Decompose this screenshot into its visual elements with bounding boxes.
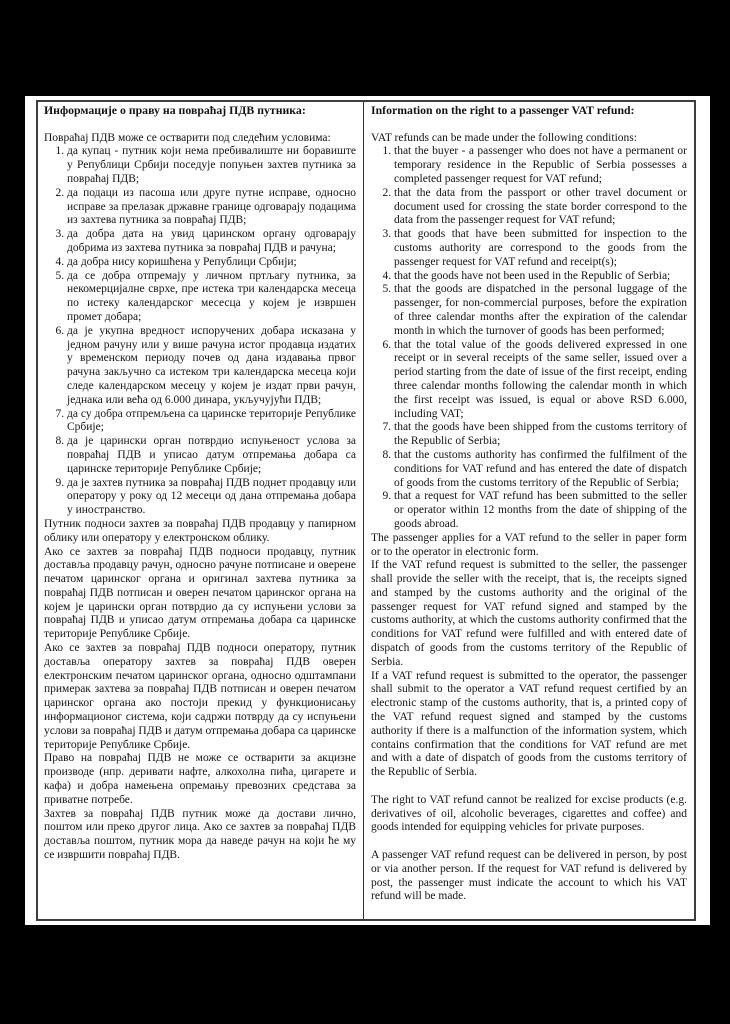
serbian-condition-item: 5. да се добра отпремају у личном пртљагу путника, за некомерцијалне сврхе, пре истека три календарска месеца по истеку календарског месесца у којем је извршен промет добара;	[67, 270, 356, 325]
serbian-condition-item: 3. да добра дата на увид царинском органу одговарају добрима из захтева путника за повраћај ПДВ и рачуна;	[67, 228, 356, 256]
serbian-condition-item: 1. да купац - путник који нема пребивалиште ни боравиште у Републици Србији поседује попуњен захтев путника за повраћај ПДВ;	[67, 145, 356, 186]
english-condition-item: 5. that the goods are dispatched in the personal luggage of the passenger, for non-commercial purposes, before the expiration of three calendar months after the expiration of the calendar month in which the turnover of goods has been performed;	[394, 283, 687, 338]
english-condition-item: 3. that goods that have been submitted for inspection to the customs authority are correspond to the goods from the passenger request for VAT refund and receipt(s);	[394, 228, 687, 269]
english-paragraphs	[371, 532, 687, 905]
serbian-conditions-list	[44, 145, 356, 518]
serbian-condition-item: 9. да је захтев путника за повраћај ПДВ поднет продавцу или оператору у року од 12 месеци од дана отпремања добара у иностранство.	[67, 477, 356, 518]
english-condition-item: 9. that a request for VAT refund has been submitted to the seller or operator within 12 months from the date of shipping of the goods abroad.	[394, 490, 687, 531]
document-page	[25, 96, 710, 925]
column-english	[364, 102, 694, 919]
vat-info-table	[36, 100, 696, 921]
serbian-condition-item: 8. да је царински орган потврдио испуњеност услова за повраћај ПДВ и уписао датум отпремања добара са царинске територије Републике Србије;	[67, 435, 356, 476]
serbian-paragraph: Захтев за повраћај ПДВ путник може да достави лично, поштом или преко другог лица. Ако се захтев за повраћај ПДВ доставља поштом, путник мора да наведе рачун на који ће му се извршити повраћај ПДВ.	[44, 807, 356, 862]
serbian-condition-item: 6. да је укупна вредност испоручених добара исказана у једном рачуну или у више рачуна истог продавца издатих у временском периоду почев од дана издавања првог рачуна закључно са истеком три календарска месеца који следе календарском месецу у којем је издат први рачун, једнака или већа од 6.000 динара, укључујући ПДВ;	[67, 325, 356, 408]
serbian-paragraphs	[44, 518, 356, 863]
column-serbian	[38, 102, 364, 919]
serbian-paragraph: Ако се захтев за повраћај ПДВ подноси оператору, путник доставља оператору захтев за повраћај ПДВ оверен електронским печатом царинског органа, односно одштампани примерак захтева за повраћај ПДВ потписан и оверен печатом царинског органа ако постоји прекид у функционисању информационог система, који садржи потврду да су испуњени услови за повраћај ПДВ и датум отпремања добара са царинске територије Републике Србије.	[44, 642, 357, 751]
english-condition-item: 6. that the total value of the goods delivered expressed in one receipt or in several receipts of the same seller, issued over a period starting from the date of issue of the first receipt, ending three calendar months following the calendar month in which the first receipt was issued, is equal or above RSD 6.000, including VAT;	[394, 339, 687, 422]
serbian-paragraph: Путник подноси захтев за повраћај ПДВ продавцу у папирном облику или оператору у електронском облику.	[44, 517, 356, 544]
english-paragraph: If the VAT refund request is submitted to the seller, the passenger shall provide the seller with the receipt, that is, the receipts signed and stamped by the customs authority and the original of the passenger request for VAT refund signed and stamped by the customs authority, at which the customs authority confirmed that the conditions for VAT refund were fulfilled and with entered date of dispatch of goods from the customs territory of the Republic of Serbia.	[371, 559, 687, 668]
english-condition-item: 8. that the customs authority has confirmed the fulfilment of the conditions for VAT refund and has entered the date of dispatch of goods from the customs territory of the Republic of Serbia;	[394, 449, 687, 490]
english-paragraph: The passenger applies for a VAT refund to the seller in paper form or to the operator in electronic form.	[371, 531, 687, 558]
serbian-condition-item: 2. да подаци из пасоша или друге путне исправе, односно исправе за прелазак државне границе одговарају подацима из захтева путника за повраћај ПДВ;	[67, 187, 356, 228]
serbian-intro: Повраћај ПДВ може се остварити под следећим условима:	[44, 131, 331, 144]
english-paragraph: If a VAT refund request is submitted to the operator, the passenger shall submit to the operator a VAT refund request certified by an electronic stamp of the customs authority, that is, a printed copy of the VAT refund request signed and stamped by the customs authority if there is a malfunction of the information system, which contains confirmation that the conditions for VAT refund are met and with a date of dispatch of goods from the customs territory of the Republic of Serbia.	[371, 669, 687, 779]
english-paragraph: The right to VAT refund cannot be realized for excise products (e.g. derivatives of oil, alcoholic beverages, cigarettes and coffee) and goods intended for equipping vehicles for private purposes.	[371, 793, 687, 834]
serbian-paragraph: Право на повраћај ПДВ не може се остварити за акцизне производе (нпр. деривати нафте, алкохолна пића, цигарете и кафа) и добра намењена опремању превозних средстава за приватне потребе.	[44, 752, 356, 806]
english-condition-item: 1. that the buyer - a passenger who does not have a permanent or temporary residence in the Republic of Serbia possesses a completed passenger request for VAT refund;	[394, 145, 687, 186]
english-condition-item: 2. that the data from the passport or other travel document or document used for crossing the state border correspond to the data from the passenger request for VAT refund;	[394, 187, 687, 228]
english-conditions-list	[371, 145, 687, 531]
serbian-condition-item: 4. да добра нису коришћена у Републици Србији;	[67, 256, 356, 270]
serbian-condition-item: 7. да су добра отпремљена са царинске територије Републике Србије;	[67, 408, 356, 436]
serbian-header: Информације о праву на повраћај ПДВ путника:	[44, 103, 306, 117]
english-condition-item: 4. that the goods have not been used in the Republic of Serbia;	[394, 270, 687, 284]
english-header: Information on the right to a passenger VAT refund:	[371, 103, 635, 117]
serbian-paragraph: Ако се захтев за повраћај ПДВ подноси продавцу, путник доставља продавцу рачун, односно рачуне потписане и оверене печатом царинског органа и оригинал захтева путника за повраћај ПДВ потписан и оверен печатом царинског органа на којем је царински орган потврдио да су испуњени услови за повраћај ПДВ и уписао датум отпремања добара са царинске територије Републике Србије.	[44, 545, 356, 641]
english-intro: VAT refunds can be made under the following conditions:	[371, 131, 637, 144]
english-paragraph: A passenger VAT refund request can be delivered in person, by post or via another person. If the request for VAT refund is delivered by post, the passenger must indicate the account to which his VAT refund will be made.	[371, 849, 687, 903]
english-condition-item: 7. that the goods have been shipped from the customs territory of the Republic of Serbia;	[394, 421, 687, 449]
